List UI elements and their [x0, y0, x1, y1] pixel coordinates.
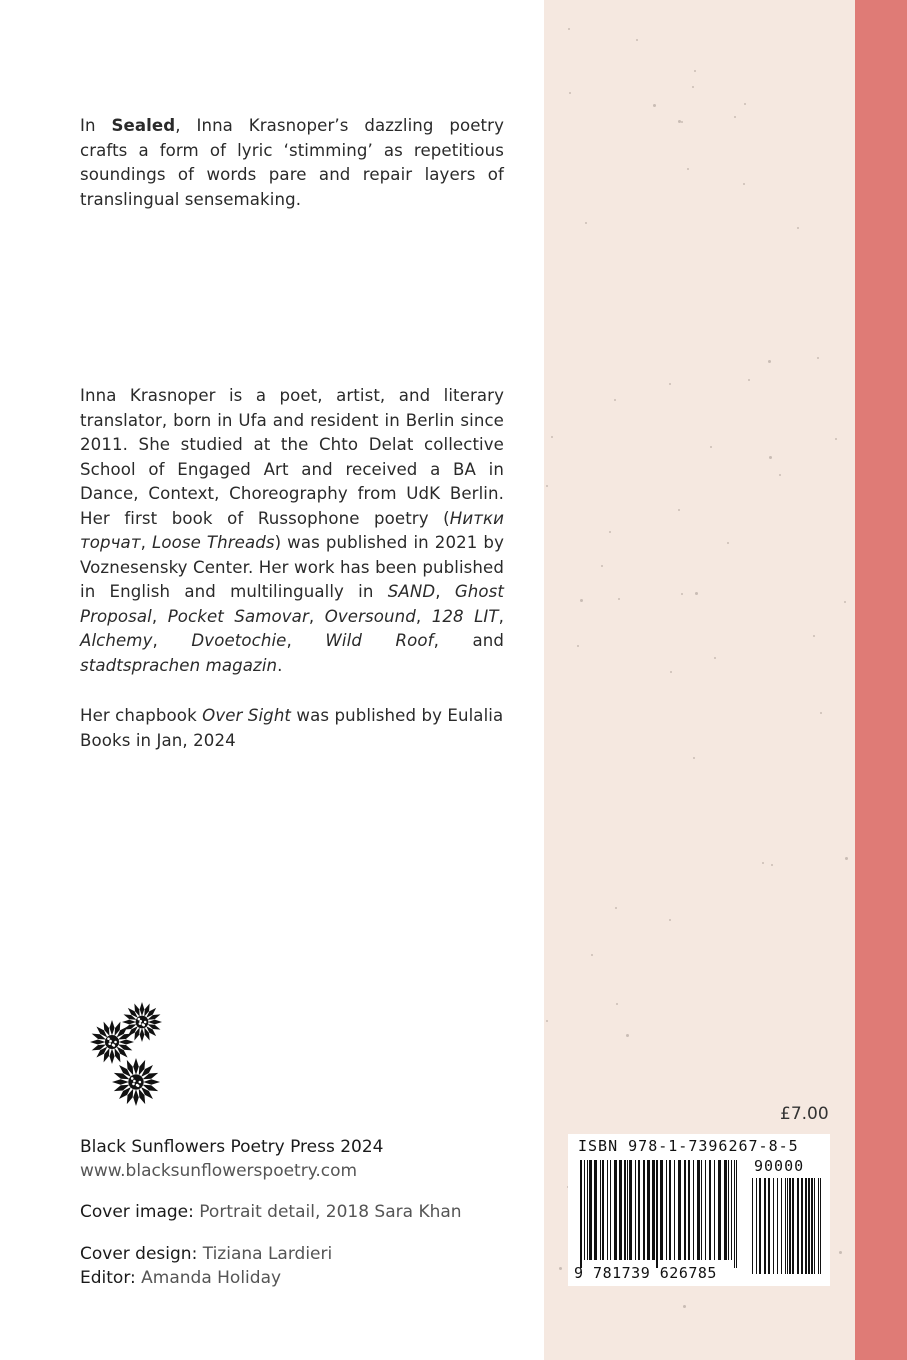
publication-title: Alchemy [80, 631, 153, 650]
bio-end: . [277, 655, 283, 675]
blurb-prefix: In [80, 116, 112, 135]
editor-credit [80, 1266, 281, 1290]
paper-speck [546, 1020, 548, 1022]
paper-speck [614, 399, 616, 401]
paper-speck [669, 919, 671, 921]
sunflowers-logo [84, 1000, 166, 1110]
paper-speck [844, 601, 846, 603]
bio-paragraph [80, 384, 504, 678]
publication-title: Wild Roof [325, 631, 434, 650]
bio-sep: , [140, 533, 152, 552]
paper-speck [839, 1251, 842, 1254]
paper-speck [616, 1003, 618, 1005]
paper-speck [779, 474, 781, 476]
cover-image-label: Cover image: [80, 1202, 194, 1222]
cover-design-label: Cover design: [80, 1244, 198, 1264]
publication-title: Oversound [324, 606, 416, 626]
paper-speck [687, 168, 689, 170]
paper-speck [609, 531, 611, 533]
cover-image-credit [80, 1200, 462, 1224]
paper-speck [748, 379, 750, 381]
chapbook-prefix: Her chapbook [80, 706, 203, 725]
paper-speck [670, 671, 672, 673]
publication-title: SAND [387, 582, 436, 601]
bio-last-pub: stadtsprachen magazin [80, 655, 278, 675]
paper-speck [653, 104, 656, 107]
paper-speck [559, 1267, 562, 1270]
paper-speck [615, 907, 617, 909]
bio-and: , and [433, 631, 504, 650]
cover-design-value: Tiziana Lardieri [202, 1244, 333, 1264]
chapbook-title: Over Sight [202, 706, 292, 725]
paper-speck [683, 1305, 686, 1308]
pub-separator: , [498, 606, 505, 626]
paper-speck [546, 485, 548, 487]
blurb-paragraph [80, 114, 504, 212]
pub-separator: , [152, 631, 192, 650]
paper-speck [845, 857, 848, 860]
paper-speck [568, 28, 570, 30]
pub-separator: , [308, 606, 325, 626]
bio-book-en: Loose Threads [151, 533, 275, 552]
paper-speck [636, 39, 638, 41]
pub-separator: , [415, 606, 432, 626]
publication-title: 128 LIT [431, 606, 499, 626]
spine-strip [855, 0, 907, 1360]
addon-digits: 90000 [754, 1157, 805, 1175]
paper-speck [577, 645, 579, 647]
paper-speck [601, 565, 603, 567]
publication-title: Ghost Proposal [80, 582, 505, 626]
paper-speck [835, 438, 837, 440]
chapbook-suffix: was published by Eulalia Books in Jan, 2024 [80, 706, 504, 750]
paper-speck [678, 120, 681, 123]
paper-speck [813, 635, 815, 637]
pub-separator: , [435, 582, 455, 601]
paper-speck [743, 183, 745, 185]
paper-speck [797, 227, 799, 229]
paper-speck [762, 862, 764, 864]
paper-speck [692, 86, 694, 88]
bio-book-ru: Нитки торчат [80, 508, 504, 552]
paper-speck [626, 1034, 629, 1037]
isbn-barcode [568, 1134, 830, 1286]
book-title: Sealed [111, 116, 176, 135]
paper-speck [727, 542, 729, 544]
paper-speck [744, 103, 746, 105]
paper-speck [569, 92, 571, 94]
publication-title: Dvoetochie [191, 631, 287, 650]
paper-speck [681, 593, 683, 595]
editor-label: Editor: [80, 1268, 136, 1288]
bio-text-2: ) was published in 2021 by Voznesensky Center. Her work has been published in English and multilingually in [80, 533, 504, 601]
paper-speck [714, 657, 716, 659]
paper-speck [710, 446, 712, 448]
paper-speck [769, 456, 772, 459]
paper-speck [669, 383, 671, 385]
paper-speck [580, 599, 583, 602]
price-label: £7.00 [780, 1104, 829, 1124]
paper-speck [585, 222, 587, 224]
cover-design-credit [80, 1242, 332, 1266]
paper-speck [591, 954, 593, 956]
paper-speck [771, 864, 773, 866]
paper-speck [678, 509, 680, 511]
paper-speck [693, 757, 695, 759]
publisher-line: Black Sunflowers Poetry Press 2024 [80, 1137, 384, 1157]
barcode-digits: 9 781739 626785 [574, 1264, 717, 1282]
pub-separator: , [151, 606, 168, 626]
cover-image-value: Portrait detail, 2018 Sara Khan [199, 1202, 462, 1222]
paper-speck [551, 436, 553, 438]
editor-value: Amanda Holiday [141, 1268, 282, 1288]
publication-title: Pocket Samovar [167, 606, 309, 626]
paper-speck [817, 357, 819, 359]
chapbook-paragraph [80, 704, 504, 753]
paper-speck [618, 598, 620, 600]
bio-text-1: Inna Krasnoper is a poet, artist, and literary translator, born in Ufa and resident in Berlin since 2011. She studied at the Chto Delat collective School of Engaged Art and received a BA in Dance, Context, Choreography from UdK Berlin. Her first book of Russophone poetry ( [80, 386, 504, 528]
paper-speck [768, 360, 771, 363]
paper-speck [695, 592, 698, 595]
sunflower-icon [90, 1020, 134, 1064]
paper-speck [681, 121, 683, 123]
website-link[interactable]: www.blacksunflowerspoetry.com [80, 1161, 358, 1181]
blurb-text: , Inna Krasnoper’s dazzling poetry crafts a form of lyric ‘stimming’ as repetitious soundings of words pare and repair layers of translingual sensemaking. [80, 116, 504, 209]
paper-speck [694, 70, 696, 72]
sunflower-icon [112, 1058, 160, 1106]
paper-speck [734, 116, 736, 118]
paper-speck [820, 712, 822, 714]
pub-separator: , [286, 631, 326, 650]
isbn-text: ISBN 978-1-7396267-8-5 [578, 1137, 799, 1155]
